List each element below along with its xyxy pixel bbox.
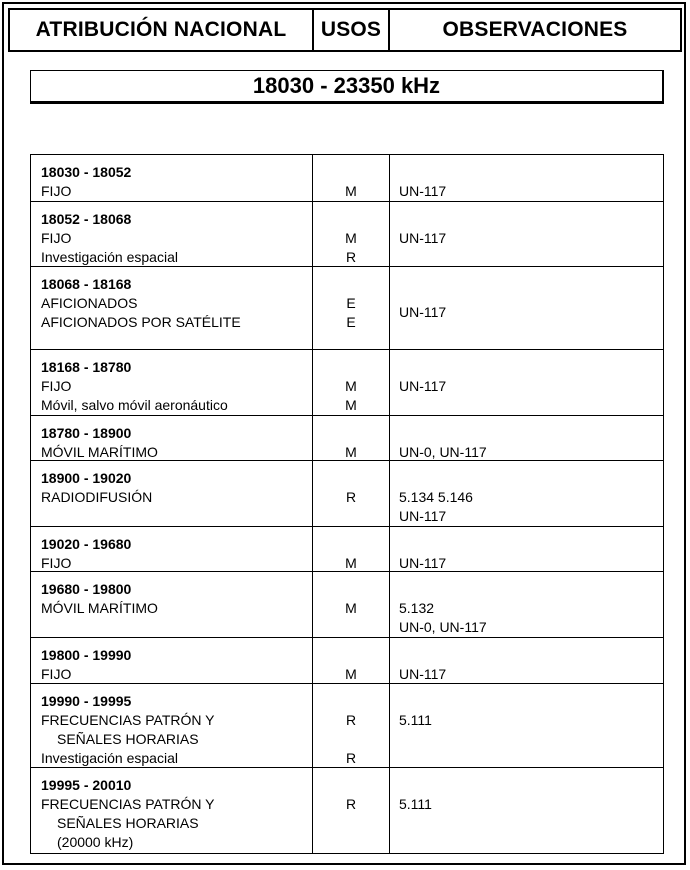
band-range: 19680 - 19800 [41, 581, 132, 597]
service: Móvil, salvo móvil aeronáutico [41, 397, 228, 413]
use-code: R [345, 249, 357, 265]
attribution-cell [31, 416, 313, 460]
band-range: 19990 - 19995 [41, 693, 132, 709]
observation: UN-0, UN-117 [399, 619, 487, 635]
use-code: R [345, 712, 357, 728]
band-range: 18068 - 18168 [41, 276, 132, 292]
service: AFICIONADOS [41, 295, 138, 311]
table-row [30, 154, 664, 201]
use-code: M [345, 183, 357, 199]
service: FIJO [41, 555, 72, 571]
service: FRECUENCIAS PATRÓN Y [41, 796, 215, 812]
uses-cell [313, 684, 390, 767]
uses-cell [313, 638, 390, 683]
use-code: M [345, 230, 357, 246]
band-range: 18052 - 18068 [41, 211, 132, 227]
observation: UN-117 [399, 304, 447, 320]
allocation-table [30, 154, 664, 854]
observations-cell [390, 416, 663, 460]
band-range: 19020 - 19680 [41, 536, 132, 552]
table-row [30, 349, 664, 415]
service: SEÑALES HORARIAS [57, 815, 199, 831]
attribution-cell [31, 684, 313, 767]
observation: 5.134 5.146 [399, 489, 473, 505]
uses-cell [313, 267, 390, 349]
use-code: E [346, 295, 356, 311]
observation: 5.132 [399, 600, 435, 616]
observation: 5.111 [399, 796, 432, 812]
table-row [30, 637, 664, 683]
observations-cell [390, 155, 663, 201]
service: FIJO [41, 378, 72, 394]
observations-cell [390, 267, 663, 349]
service: FIJO [41, 666, 72, 682]
table-row [30, 571, 664, 637]
use-code: R [345, 489, 357, 505]
band-range: 18900 - 19020 [41, 470, 132, 486]
attribution-cell [31, 350, 313, 415]
attribution-cell [31, 638, 313, 683]
band-range: 19995 - 20010 [41, 777, 132, 793]
table-row [30, 683, 664, 767]
use-code: M [345, 666, 357, 682]
band-range: 18030 - 18052 [41, 164, 132, 180]
observation: UN-0, UN-117 [399, 444, 487, 460]
use-code: R [345, 796, 357, 812]
band-range: 18780 - 18900 [41, 425, 132, 441]
service: FIJO [41, 230, 72, 246]
service: FRECUENCIAS PATRÓN Y [41, 712, 215, 728]
observations-cell [390, 461, 663, 526]
use-code: M [345, 397, 357, 413]
service: Investigación espacial [41, 249, 178, 265]
observations-cell [390, 684, 663, 767]
range-title: 18030 - 23350 kHz [30, 70, 664, 104]
observation: UN-117 [399, 508, 447, 524]
table-row [30, 767, 664, 854]
service: SEÑALES HORARIAS [57, 731, 199, 747]
observation: UN-117 [399, 183, 447, 199]
table-row [30, 201, 664, 266]
header-uses: USOS [312, 8, 390, 52]
observation: UN-117 [399, 555, 447, 571]
observations-cell [390, 202, 663, 266]
attribution-cell [31, 572, 313, 637]
use-code: M [345, 378, 357, 394]
observations-cell [390, 572, 663, 637]
uses-cell [313, 202, 390, 266]
attribution-cell [31, 461, 313, 526]
uses-cell [313, 572, 390, 637]
service: (20000 kHz) [57, 834, 134, 850]
band-range: 19800 - 19990 [41, 647, 132, 663]
service: Investigación espacial [41, 750, 178, 766]
band-range: 18168 - 18780 [41, 359, 132, 375]
uses-cell [313, 155, 390, 201]
observations-cell [390, 350, 663, 415]
attribution-cell [31, 527, 313, 571]
observation: UN-117 [399, 230, 447, 246]
header-observations: OBSERVACIONES [388, 8, 682, 52]
service: FIJO [41, 183, 72, 199]
observations-cell [390, 638, 663, 683]
use-code: M [345, 555, 357, 571]
use-code: M [345, 600, 357, 616]
service: MÓVIL MARÍTIMO [41, 444, 158, 460]
use-code: E [346, 314, 356, 330]
attribution-cell [31, 155, 313, 201]
table-row [30, 266, 664, 349]
service: AFICIONADOS POR SATÉLITE [41, 314, 241, 330]
table-row [30, 460, 664, 526]
uses-cell [313, 350, 390, 415]
observation: 5.111 [399, 712, 432, 728]
attribution-cell [31, 202, 313, 266]
observation: UN-117 [399, 378, 447, 394]
observations-cell [390, 527, 663, 571]
header-attribution: ATRIBUCIÓN NACIONAL [8, 8, 314, 52]
observation: UN-117 [399, 666, 447, 682]
uses-cell [313, 527, 390, 571]
service: MÓVIL MARÍTIMO [41, 600, 158, 616]
uses-cell [313, 416, 390, 460]
use-code: R [345, 750, 357, 766]
service: RADIODIFUSIÓN [41, 489, 153, 505]
attribution-cell [31, 267, 313, 349]
observations-cell [390, 768, 663, 853]
table-row [30, 526, 664, 571]
table-row [30, 415, 664, 460]
uses-cell [313, 461, 390, 526]
uses-cell [313, 768, 390, 853]
use-code: M [345, 444, 357, 460]
attribution-cell [31, 768, 313, 853]
